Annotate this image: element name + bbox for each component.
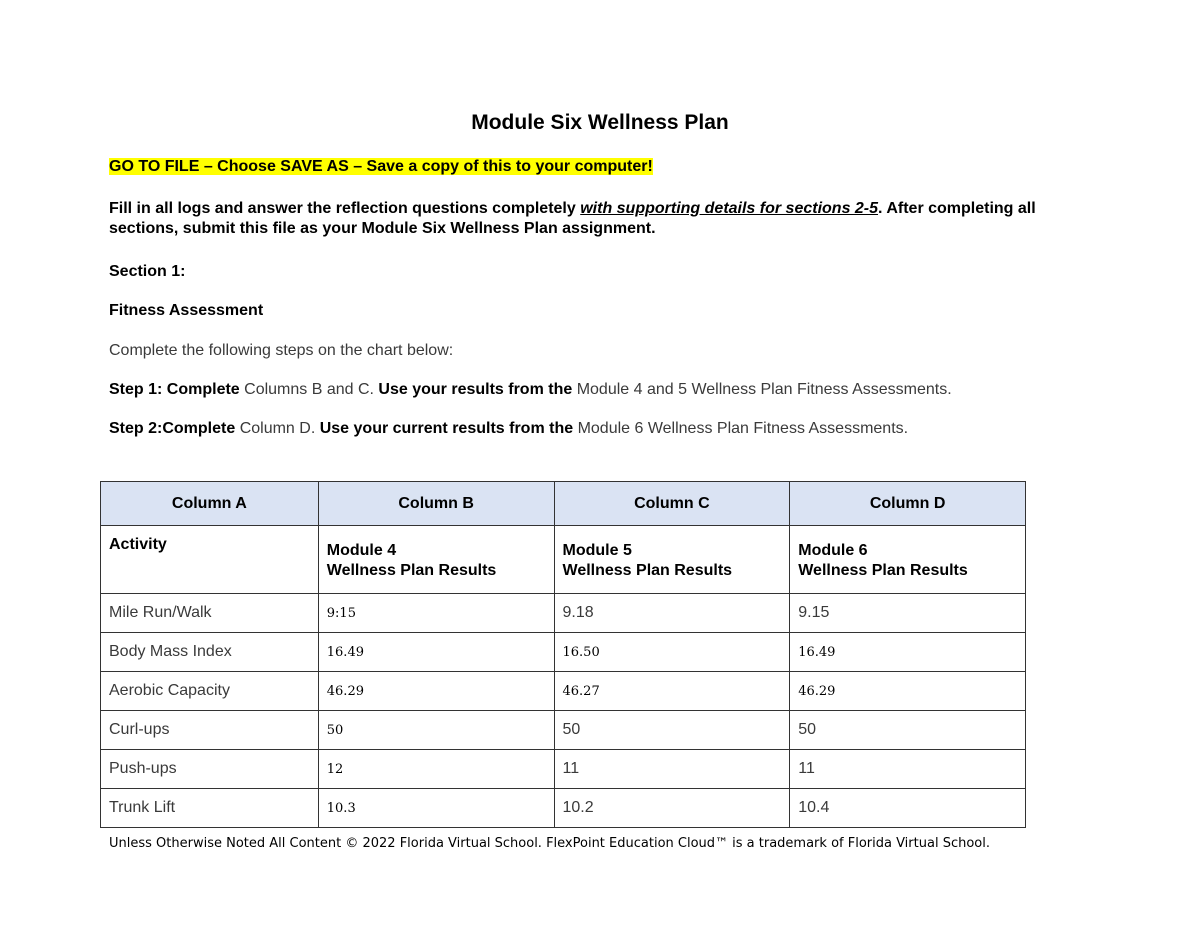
module-4-cell[interactable]: 46.29	[318, 672, 554, 711]
intro-emphasis: with supporting details for sections 2-5	[580, 200, 879, 217]
step-1	[109, 380, 1069, 400]
subheader-activity-label: Activity	[109, 536, 167, 553]
table-row	[101, 750, 1026, 789]
subheader-module-5-line2: Wellness Plan Results	[562, 561, 733, 579]
steps-intro: Complete the following steps on the chart below:	[109, 342, 454, 359]
intro-text-part1: Fill in all logs and answer the reflection questions completely	[109, 200, 581, 217]
subheader-module-6-line1: Module 6	[798, 541, 868, 559]
table-row	[101, 672, 1026, 711]
module-4-cell[interactable]: 12	[318, 750, 554, 789]
activity-cell[interactable]: Aerobic Capacity	[101, 672, 319, 711]
step-2-bold: Use your current results from the	[319, 420, 574, 437]
section-heading: Section 1:	[109, 263, 186, 280]
table-subheader-row	[101, 526, 1026, 594]
table-row	[101, 594, 1026, 633]
step-2	[109, 419, 1069, 439]
module-6-cell[interactable]: 46.29	[790, 672, 1026, 711]
subheader-module-5	[554, 526, 790, 594]
module-6-cell[interactable]: 10.4	[790, 789, 1026, 828]
intro-paragraph	[109, 199, 1069, 239]
module-5-cell[interactable]: 16.50	[554, 633, 790, 672]
step-1-text2: Module 4 and 5 Wellness Plan Fitness Assessments.	[572, 381, 952, 398]
module-5-cell[interactable]: 50	[554, 711, 790, 750]
table-row	[101, 633, 1026, 672]
step-1-text1: Columns B and C.	[239, 381, 379, 398]
subheader-module-6	[790, 526, 1026, 594]
module-5-cell[interactable]: 46.27	[554, 672, 790, 711]
intro-text-part2: . After completing all sections, submit this file as your Module Six Wellness Plan assignment.	[109, 200, 1036, 237]
module-5-cell[interactable]: 11	[554, 750, 790, 789]
module-5-cell[interactable]: 10.2	[554, 789, 790, 828]
highlighted-instruction: GO TO FILE – Choose SAVE AS – Save a copy of this to your computer!	[109, 158, 653, 175]
subheader-module-4-line1: Module 4	[326, 541, 397, 559]
activity-cell[interactable]: Curl-ups	[101, 711, 319, 750]
subheader-module-4-line2: Wellness Plan Results	[326, 561, 497, 579]
step-1-bold: Use your results from the	[378, 381, 573, 398]
module-6-cell[interactable]: 9.15	[790, 594, 1026, 633]
step-2-label: Step 2:Complete	[109, 420, 236, 437]
column-header-c: Column C	[554, 482, 790, 526]
step-2-text2: Module 6 Wellness Plan Fitness Assessments.	[573, 420, 909, 437]
column-header-b: Column B	[318, 482, 554, 526]
module-4-cell[interactable]: 16.49	[318, 633, 554, 672]
column-header-d: Column D	[790, 482, 1026, 526]
activity-cell[interactable]: Mile Run/Walk	[101, 594, 319, 633]
module-6-cell[interactable]: 50	[790, 711, 1026, 750]
fitness-assessment-table	[100, 481, 1026, 828]
module-4-cell[interactable]: 9:15	[318, 594, 554, 633]
document-title: Module Six Wellness Plan	[471, 111, 729, 134]
subheader-module-6-line2: Wellness Plan Results	[798, 561, 968, 579]
subheader-module-5-line1: Module 5	[562, 541, 632, 559]
module-6-cell[interactable]: 11	[790, 750, 1026, 789]
module-4-cell[interactable]: 50	[318, 711, 554, 750]
module-5-cell[interactable]: 9.18	[554, 594, 790, 633]
activity-cell[interactable]: Push-ups	[101, 750, 319, 789]
step-1-label: Step 1: Complete	[109, 381, 240, 398]
subheader-activity	[101, 526, 319, 594]
step-2-text1: Column D.	[235, 420, 320, 437]
table-header-row	[101, 482, 1026, 526]
subheader-module-4	[318, 526, 554, 594]
module-6-cell[interactable]: 16.49	[790, 633, 1026, 672]
subsection-heading: Fitness Assessment	[109, 302, 264, 319]
table-row	[101, 789, 1026, 828]
module-4-cell[interactable]: 10.3	[318, 789, 554, 828]
copyright-footer: Unless Otherwise Noted All Content © 2022 Florida Virtual School. FlexPoint Education Cloud™ is a trademark of Florida Virtual School.	[109, 836, 990, 851]
activity-cell[interactable]: Body Mass Index	[101, 633, 319, 672]
table-row	[101, 711, 1026, 750]
save-instruction	[109, 157, 1069, 177]
activity-cell[interactable]: Trunk Lift	[101, 789, 319, 828]
column-header-a: Column A	[101, 482, 319, 526]
